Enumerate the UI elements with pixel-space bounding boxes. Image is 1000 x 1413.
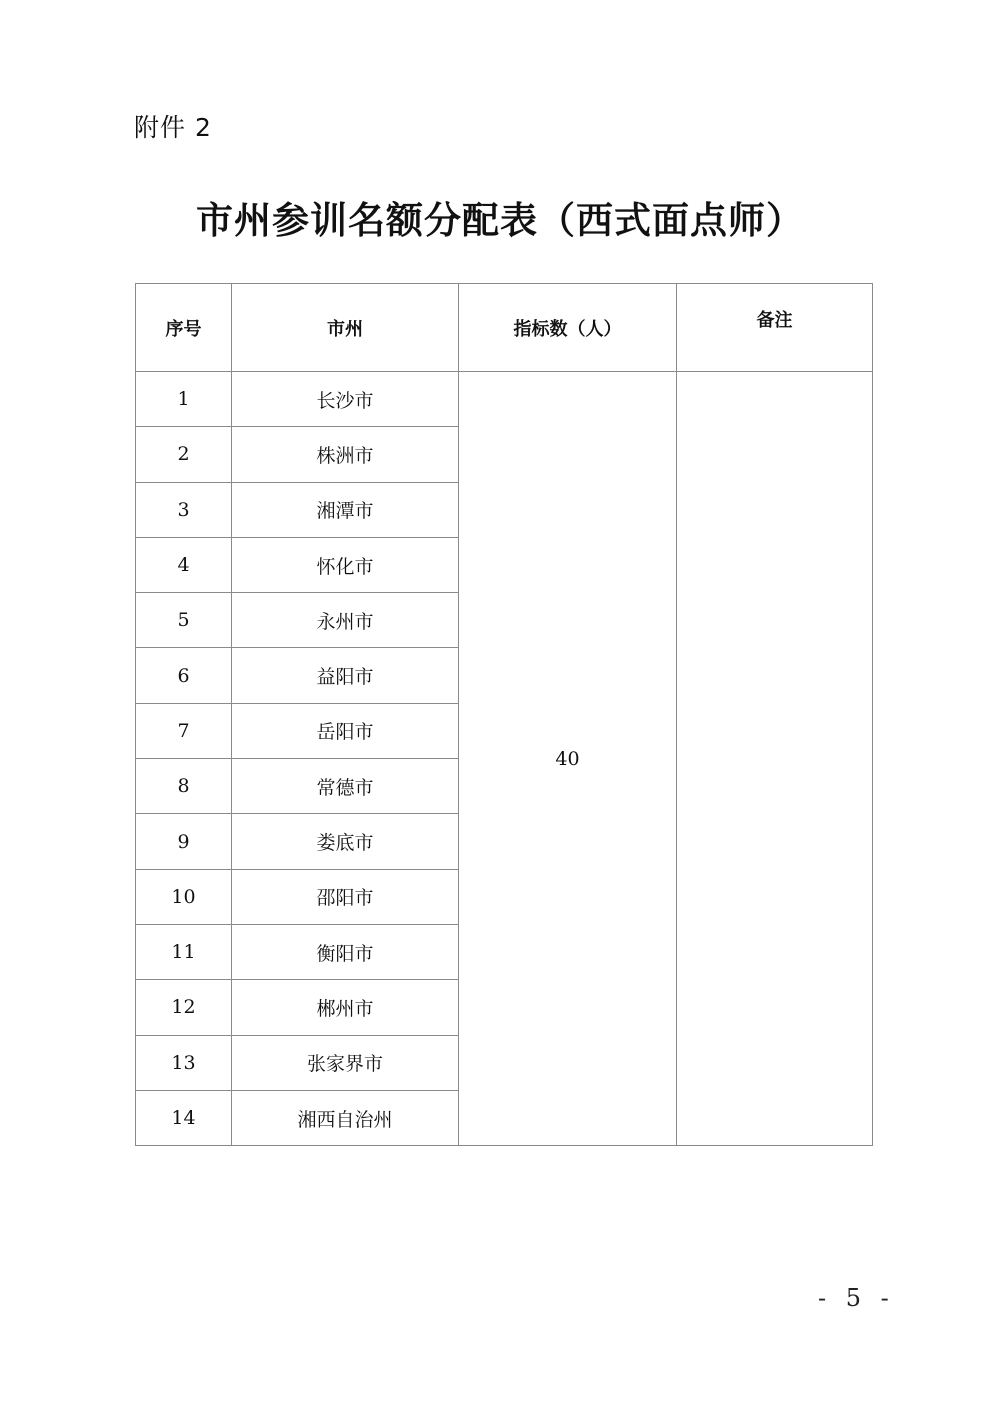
city-cell: 郴州市	[232, 980, 459, 1035]
city-cell: 怀化市	[232, 537, 459, 592]
attachment-label: 附件 2	[134, 113, 212, 142]
city-cell: 娄底市	[232, 814, 459, 869]
page-number: - 5 -	[818, 1284, 895, 1312]
quota-table	[135, 283, 873, 1146]
seq-cell: 7	[136, 703, 232, 758]
page-title: 市州参训名额分配表（西式面点师）	[196, 199, 804, 242]
city-cell: 湘西自治州	[232, 1090, 459, 1145]
city-cell: 衡阳市	[232, 924, 459, 979]
header-seq: 序号	[136, 284, 232, 372]
remarks-cell	[677, 372, 873, 1146]
seq-cell: 10	[136, 869, 232, 924]
city-cell: 株洲市	[232, 427, 459, 482]
city-cell: 岳阳市	[232, 703, 459, 758]
seq-cell: 6	[136, 648, 232, 703]
seq-cell: 12	[136, 980, 232, 1035]
city-cell: 永州市	[232, 593, 459, 648]
seq-cell: 9	[136, 814, 232, 869]
city-cell: 长沙市	[232, 372, 459, 427]
header-quota: 指标数（人）	[459, 284, 677, 372]
seq-cell: 2	[136, 427, 232, 482]
table-header-row	[136, 284, 873, 372]
seq-cell: 11	[136, 924, 232, 979]
city-cell: 常德市	[232, 759, 459, 814]
header-city: 市州	[232, 284, 459, 372]
seq-cell: 8	[136, 759, 232, 814]
quota-total-cell: 40	[459, 372, 677, 1146]
seq-cell: 13	[136, 1035, 232, 1090]
city-cell: 湘潭市	[232, 482, 459, 537]
seq-cell: 14	[136, 1090, 232, 1145]
header-remarks: 备注	[677, 284, 873, 372]
seq-cell: 1	[136, 372, 232, 427]
seq-cell: 4	[136, 537, 232, 592]
city-cell: 张家界市	[232, 1035, 459, 1090]
table-row	[136, 372, 873, 427]
city-cell: 邵阳市	[232, 869, 459, 924]
seq-cell: 5	[136, 593, 232, 648]
seq-cell: 3	[136, 482, 232, 537]
city-cell: 益阳市	[232, 648, 459, 703]
